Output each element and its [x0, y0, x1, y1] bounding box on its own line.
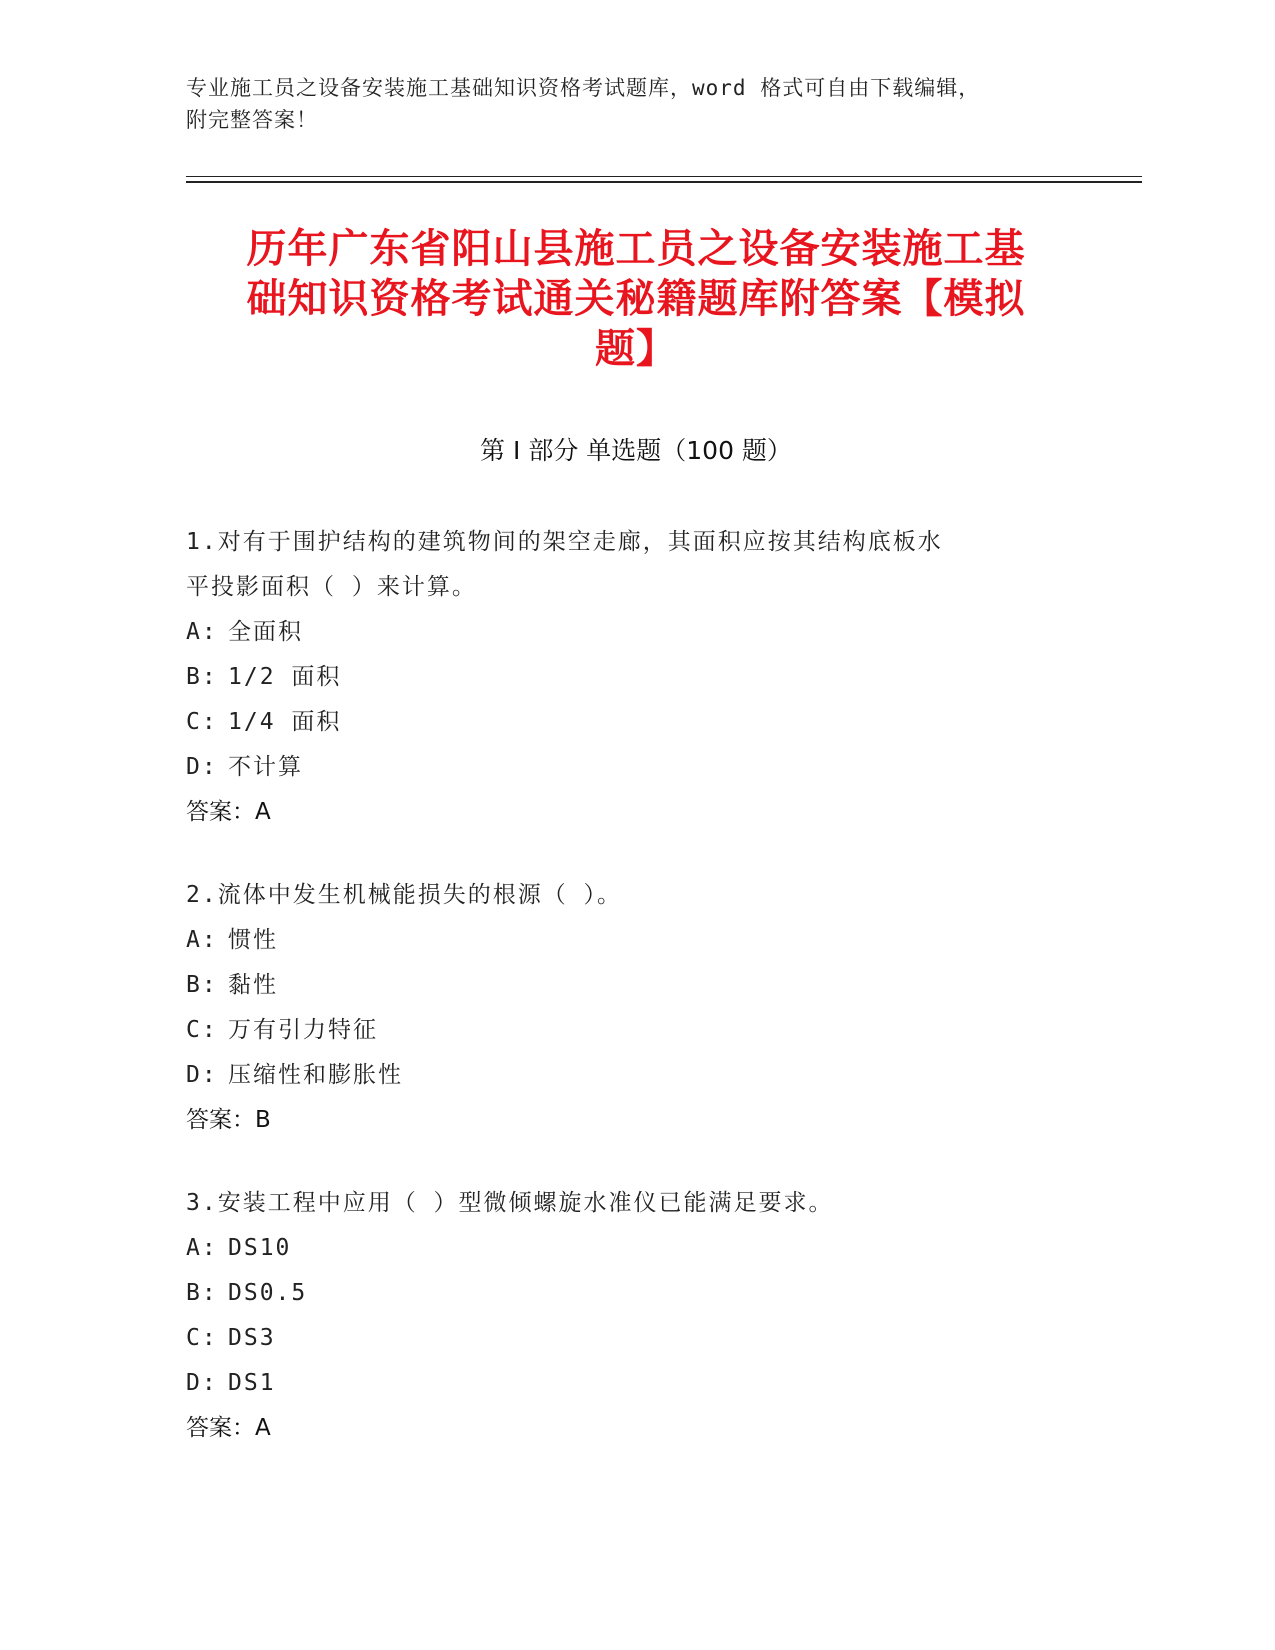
option-key: C: — [186, 709, 218, 735]
title-line: 历年广东省阳山县施工员之设备安装施工基 — [246, 226, 1026, 272]
header-divider-thick — [186, 181, 1142, 183]
option-key: A: — [186, 1235, 218, 1261]
question-stem: 1.对有于围护结构的建筑物间的架空走廊，其面积应按其结构底板水 — [186, 529, 943, 555]
title-line: 题】 — [595, 326, 677, 372]
option-text: 1/4 面积 — [228, 709, 342, 735]
option-b — [186, 655, 1066, 700]
option-a — [186, 918, 1066, 963]
option-key: C: — [186, 1017, 218, 1043]
option-text: DS10 — [228, 1235, 292, 1261]
option-text: DS3 — [228, 1325, 276, 1351]
option-key: B: — [186, 1280, 218, 1306]
section-heading: 第 I 部分 单选题（100 题） — [480, 436, 792, 465]
question-stem: 平投影面积（ ）来计算。 — [186, 574, 477, 600]
answer-line: 答案：A — [186, 1415, 271, 1441]
option-d — [186, 1361, 1066, 1406]
option-key: D: — [186, 1062, 218, 1088]
header-note-line: 专业施工员之设备安装施工基础知识资格考试题库，word 格式可自由下载编辑， — [186, 76, 981, 100]
option-c — [186, 1008, 1066, 1053]
option-key: A: — [186, 619, 218, 645]
option-c — [186, 700, 1066, 745]
answer-line: 答案：B — [186, 1107, 271, 1133]
option-key: B: — [186, 664, 218, 690]
option-key: D: — [186, 1370, 218, 1396]
title-line: 础知识资格考试通关秘籍题库附答案【模拟 — [246, 276, 1026, 322]
option-text: 压缩性和膨胀性 — [228, 1062, 403, 1088]
question-item — [186, 520, 1066, 835]
option-d — [186, 745, 1066, 790]
option-text: 不计算 — [228, 754, 303, 780]
option-key: B: — [186, 972, 218, 998]
option-text: 1/2 面积 — [228, 664, 342, 690]
option-key: D: — [186, 754, 218, 780]
option-key: A: — [186, 927, 218, 953]
document-title — [186, 224, 1086, 374]
option-a — [186, 610, 1066, 655]
option-text: DS1 — [228, 1370, 276, 1396]
option-text: 黏性 — [228, 972, 278, 998]
option-text: 全面积 — [228, 619, 303, 645]
option-c — [186, 1316, 1066, 1361]
question-item — [186, 873, 1066, 1143]
option-text: DS0.5 — [228, 1280, 308, 1306]
question-item — [186, 1181, 1066, 1451]
header-note-line: 附完整答案！ — [186, 108, 318, 132]
option-text: 惯性 — [228, 927, 278, 953]
answer-line: 答案：A — [186, 799, 271, 825]
question-stem: 2.流体中发生机械能损失的根源（ ）。 — [186, 882, 623, 908]
option-b — [186, 963, 1066, 1008]
option-text: 万有引力特征 — [228, 1017, 378, 1043]
header-note — [186, 72, 1066, 136]
option-d — [186, 1053, 1066, 1098]
question-list — [186, 520, 1066, 1489]
header-divider-thin — [186, 176, 1142, 177]
option-b — [186, 1271, 1066, 1316]
option-a — [186, 1226, 1066, 1271]
option-key: C: — [186, 1325, 218, 1351]
question-stem: 3.安装工程中应用（ ）型微倾螺旋水准仪已能满足要求。 — [186, 1190, 834, 1216]
